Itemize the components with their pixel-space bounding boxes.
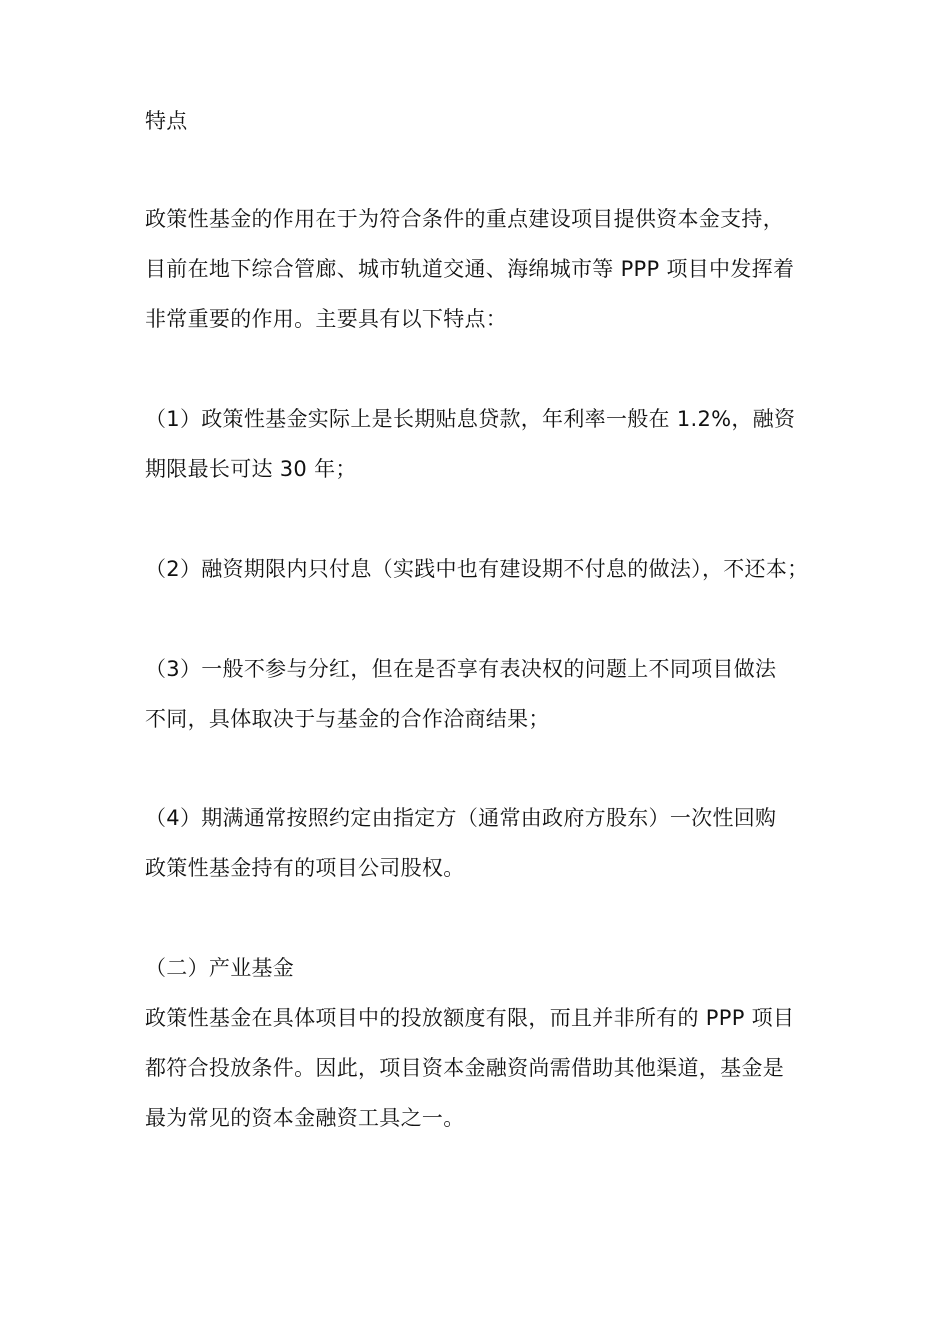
paragraph-line: 非常重要的作用。主要具有以下特点：	[145, 307, 508, 331]
list-item-line: 不同，具体取决于与基金的合作洽商结果；	[145, 707, 550, 731]
paragraph-line: 最为常见的资本金融资工具之一。	[145, 1106, 465, 1130]
list-item-line: 政策性基金持有的项目公司股权。	[145, 856, 465, 880]
list-item-line: （3）一般不参与分红，但在是否享有表决权的问题上不同项目做法	[145, 657, 777, 681]
sub-heading: （二）产业基金	[145, 956, 295, 980]
paragraph-line: 都符合投放条件。因此，项目资本金融资尚需借助其他渠道，基金是	[145, 1056, 784, 1080]
paragraph-line: 目前在地下综合管廊、城市轨道交通、海绵城市等 PPP 项目中发挥着	[145, 257, 795, 281]
paragraph-line: 政策性基金在具体项目中的投放额度有限，而且并非所有的 PPP 项目	[145, 1006, 795, 1030]
list-item-line: （1）政策性基金实际上是长期贴息贷款，年利率一般在 1.2%，融资	[145, 407, 796, 431]
list-item-line: 期限最长可达 30 年；	[145, 457, 357, 481]
list-item-line: （2）融资期限内只付息（实践中也有建设期不付息的做法），不还本；	[145, 557, 809, 581]
list-item-line: （4）期满通常按照约定由指定方（通常由政府方股东）一次性回购	[145, 806, 777, 830]
section-heading: 特点	[145, 109, 188, 133]
paragraph-line: 政策性基金的作用在于为符合条件的重点建设项目提供资本金支持，	[145, 207, 784, 231]
